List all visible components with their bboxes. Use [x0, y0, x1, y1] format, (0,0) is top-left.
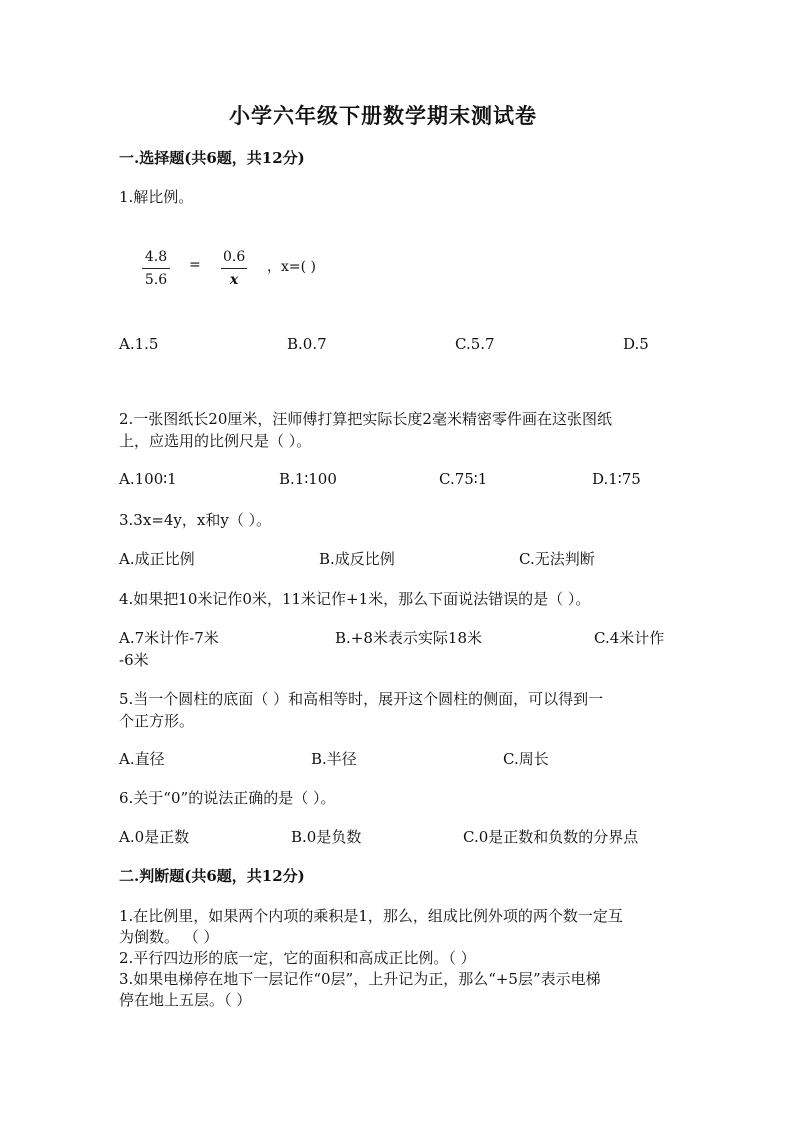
fraction-left	[142, 249, 170, 288]
fraction-numerator: 4.8	[142, 249, 170, 269]
option-a[interactable]: A.7米计作-7米	[119, 629, 219, 647]
option-c[interactable]: C.周长	[503, 750, 549, 768]
option-d[interactable]: D.5	[623, 335, 649, 353]
question-stem: 2.一张图纸长20厘米，汪师傅打算把实际长度2毫米精密零件画在这张图纸	[119, 410, 612, 428]
judge-item-cont: 停在地上五层。（ ）	[119, 991, 252, 1009]
question-stem: 1.解比例。	[119, 188, 194, 206]
option-c[interactable]: C.4米计作	[594, 629, 665, 647]
question-stem: 5.当一个圆柱的底面（ ）和高相等时，展开这个圆柱的侧面，可以得到一	[119, 690, 604, 708]
option-a[interactable]: A.1.5	[119, 335, 159, 353]
option-c[interactable]: C.5.7	[455, 335, 495, 353]
option-b[interactable]: B.半径	[311, 750, 357, 768]
option-d[interactable]: D.1∶75	[592, 470, 641, 488]
option-b[interactable]: B.+8米表示实际18米	[335, 629, 482, 647]
fraction-right	[221, 249, 247, 288]
option-c[interactable]: C.0是正数和负数的分界点	[463, 828, 639, 846]
page-title: 小学六年级下册数学期末测试卷	[229, 103, 537, 128]
option-a[interactable]: A.成正比例	[119, 550, 195, 568]
question-stem: 3.3x=4y，x和y（ ）。	[119, 511, 272, 529]
option-c-wrap: -6米	[119, 651, 149, 669]
judge-item: 1.在比例里，如果两个内项的乘积是1，那么，组成比例外项的两个数一定互	[119, 907, 623, 925]
section-heading-judge: 二.判断题(共6题，共12分)	[119, 867, 305, 885]
option-b[interactable]: B.0是负数	[291, 828, 362, 846]
fraction-denominator: 5.6	[144, 272, 168, 288]
question-stem-cont: 上，应选用的比例尺是（ ）。	[119, 432, 312, 450]
fraction-denominator: x	[229, 272, 239, 288]
judge-item-cont: 为倒数。 （ ）	[119, 928, 219, 946]
option-c[interactable]: C.无法判断	[519, 550, 595, 568]
option-a[interactable]: A.100∶1	[119, 470, 177, 488]
question-stem: 4.如果把10米记作0米，11米记作+1米，那么下面说法错误的是（ ）。	[119, 590, 591, 608]
option-b[interactable]: B.成反比例	[319, 550, 395, 568]
option-a[interactable]: A.0是正数	[119, 828, 190, 846]
judge-item: 2.平行四边形的底一定，它的面积和高成正比例。（ ）	[119, 949, 476, 967]
equals-sign: =	[189, 257, 201, 273]
section-heading-choice: 一.选择题(共6题，共12分)	[119, 149, 305, 167]
option-b[interactable]: B.1∶100	[279, 470, 337, 488]
formula-tail: ，x=( )	[267, 259, 316, 275]
fraction-numerator: 0.6	[221, 249, 247, 269]
option-b[interactable]: B.0.7	[287, 335, 327, 353]
judge-item: 3.如果电梯停在地下一层记作“0层”，上升记为正，那么“+5层”表示电梯	[119, 970, 601, 988]
question-stem: 6.关于“0”的说法正确的是（ ）。	[119, 789, 336, 807]
question-stem-cont: 个正方形。	[119, 712, 195, 730]
option-a[interactable]: A.直径	[119, 750, 165, 768]
option-c[interactable]: C.75∶1	[439, 470, 488, 488]
